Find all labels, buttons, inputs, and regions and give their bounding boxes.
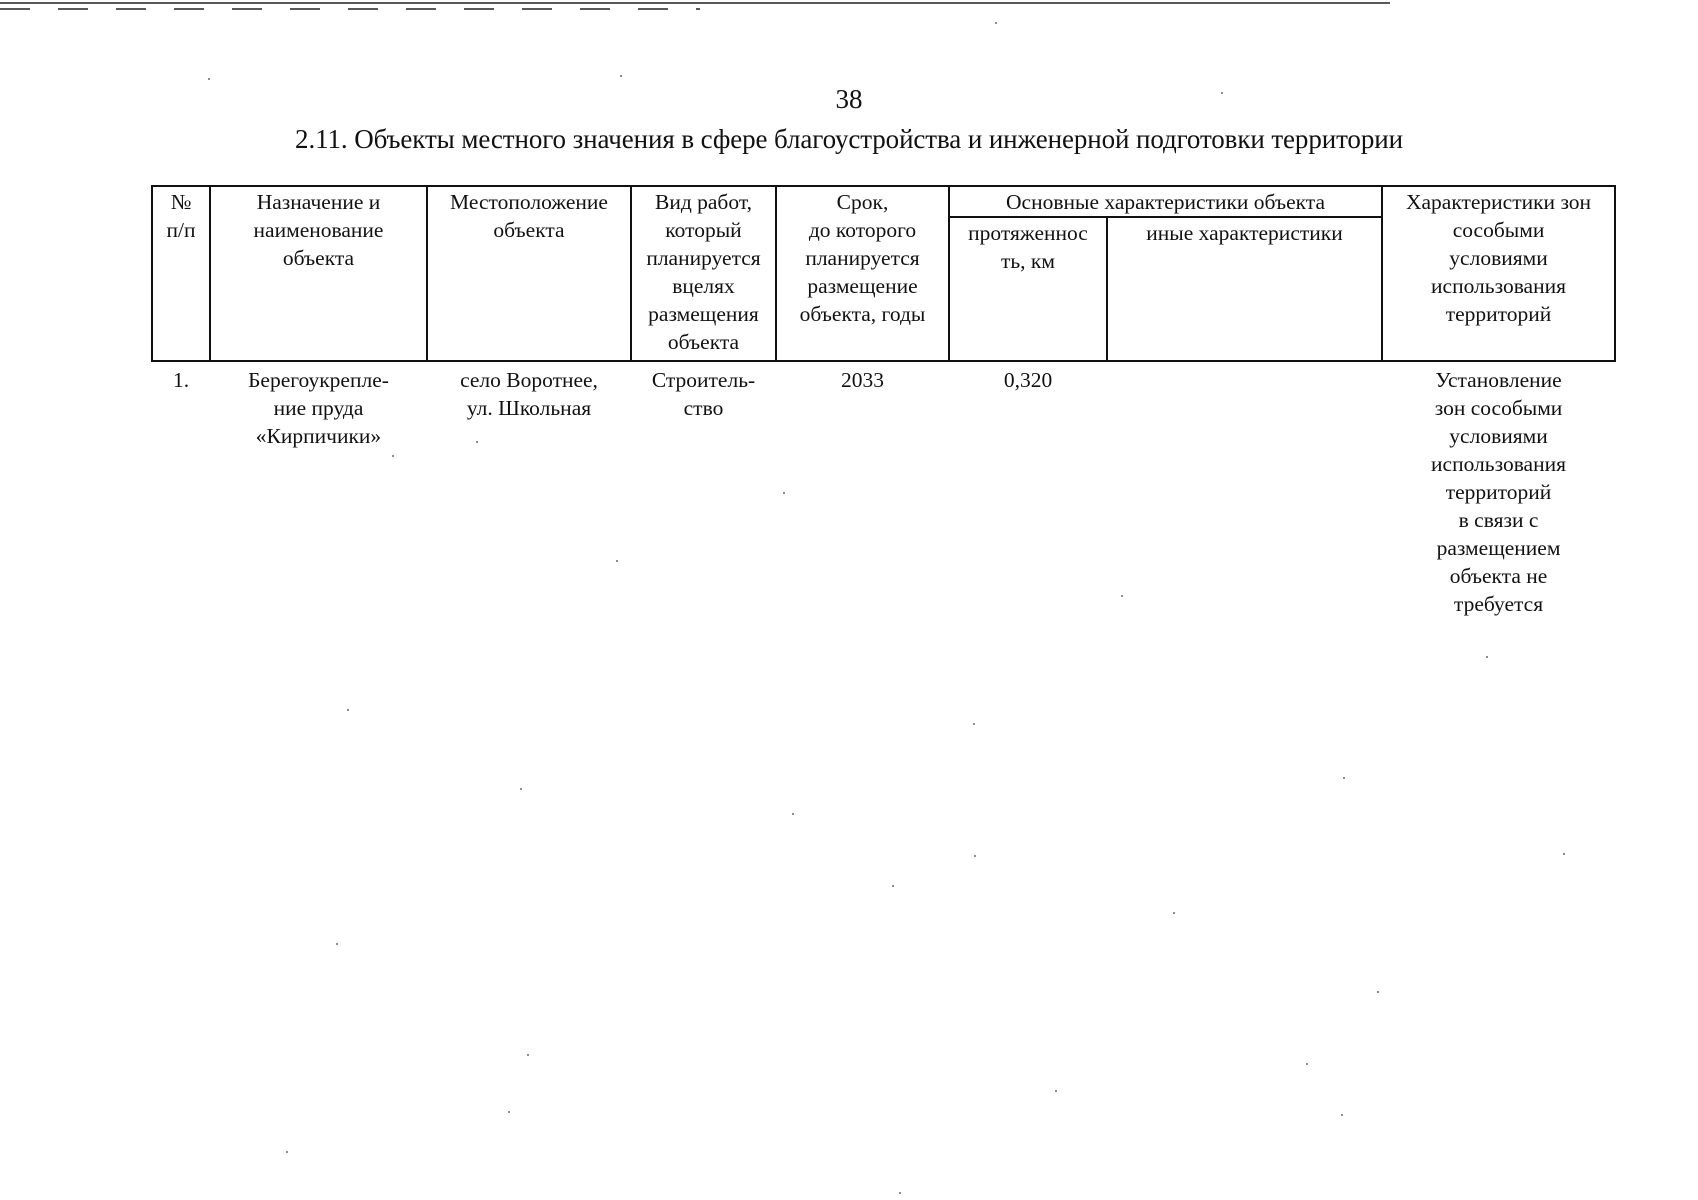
scan-speck xyxy=(527,1054,529,1056)
header-main-characteristics xyxy=(949,186,1382,217)
scan-speck xyxy=(1173,912,1175,914)
header-deadline-label: Срок, до которого планируется размещение объекта, годы xyxy=(799,190,926,326)
scan-speck xyxy=(476,441,478,443)
scan-speck xyxy=(783,492,785,494)
header-length-label: протяженнос ть, км xyxy=(968,221,1088,273)
scan-speck xyxy=(1055,1090,1057,1092)
scan-speck xyxy=(208,78,210,80)
scan-speck xyxy=(1563,853,1565,855)
header-deadline xyxy=(776,186,949,361)
scan-speck xyxy=(620,75,622,77)
header-work-type xyxy=(631,186,776,361)
scan-speck xyxy=(792,813,794,815)
scan-speck xyxy=(1377,991,1379,993)
scan-speck xyxy=(347,709,349,711)
scan-speck xyxy=(1306,1063,1308,1065)
scan-speck xyxy=(1221,92,1223,94)
scan-speck xyxy=(892,885,894,887)
scan-speck xyxy=(973,723,975,725)
header-purpose-label: Назначение и наименование объекта xyxy=(253,190,384,270)
scan-speck xyxy=(974,855,976,857)
header-location-label: Местоположение объекта xyxy=(450,190,608,242)
header-length xyxy=(949,217,1107,361)
cell-purpose xyxy=(210,361,427,618)
cell-purpose-text: Берегоукрепле- ние пруда «Кирпичики» xyxy=(248,368,389,448)
cell-zones xyxy=(1382,361,1615,618)
table-row xyxy=(152,361,1615,618)
scan-speck xyxy=(1486,656,1488,658)
scan-speck xyxy=(899,1192,901,1194)
scan-speck xyxy=(392,455,394,457)
header-main-characteristics-label: Основные характеристики объекта xyxy=(1006,190,1325,214)
header-other-label: иные характеристики xyxy=(1146,221,1343,245)
header-purpose xyxy=(210,186,427,361)
header-num xyxy=(152,186,210,361)
cell-location xyxy=(427,361,631,618)
scan-speck xyxy=(616,560,618,562)
scan-speck xyxy=(1343,777,1345,779)
scan-speck xyxy=(995,22,997,24)
cell-other xyxy=(1107,361,1382,618)
scan-speck xyxy=(286,1151,288,1153)
header-location xyxy=(427,186,631,361)
cell-deadline: 2033 xyxy=(841,368,884,392)
scan-speck xyxy=(520,788,522,790)
header-num-label: № п/п xyxy=(166,190,196,242)
header-row-top xyxy=(152,186,1615,217)
scan-speck xyxy=(1121,595,1123,597)
scan-speck xyxy=(336,943,338,945)
header-other xyxy=(1107,217,1382,361)
header-zones-label: Характеристики зон сособыми условиями использования территорий xyxy=(1405,190,1592,326)
cell-work-type xyxy=(631,361,776,618)
cell-zones-text: Установление зон сособыми условиями использования территорий в связи с размещением объекта не требуется xyxy=(1431,368,1566,616)
header-work-type-label: Вид работ, который планируется вцелях размещения объекта xyxy=(646,190,761,354)
top-edge-rule xyxy=(0,0,1390,12)
page-number: 38 xyxy=(835,84,863,114)
cell-length: 0,320 xyxy=(1003,368,1053,392)
scan-speck xyxy=(508,1111,510,1113)
table-body xyxy=(152,361,1615,618)
table-header xyxy=(152,186,1615,361)
section-title: 2.11. Объекты местного значения в сфере благоустройства и инженерной подготовки территории xyxy=(295,124,1403,154)
header-zones xyxy=(1382,186,1615,361)
objects-table xyxy=(151,185,1616,618)
scan-speck xyxy=(1341,1114,1343,1116)
cell-work-type-text: Строитель- ство xyxy=(651,368,756,420)
cell-location-text: село Воротнее, ул. Школьная xyxy=(460,368,598,420)
cell-num: 1. xyxy=(172,368,190,392)
